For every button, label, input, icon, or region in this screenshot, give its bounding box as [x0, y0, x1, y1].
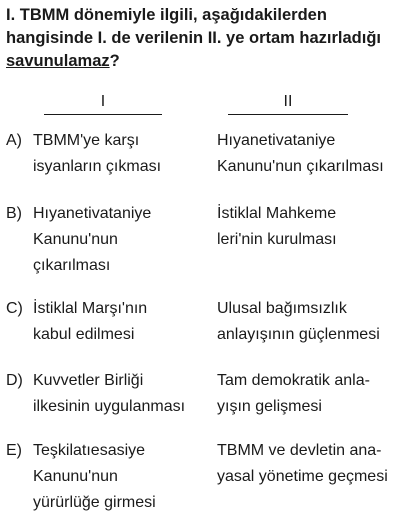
option-b-column-ii: [217, 201, 403, 253]
text-line: anlayışının güçlenmesi: [217, 326, 380, 343]
option-letter: E): [6, 442, 22, 459]
text-line: Ulusal bağımsızlık: [217, 300, 347, 317]
text-line: Kuvvetler Birliği: [33, 372, 144, 389]
option-d-column-i: [33, 368, 213, 420]
column-header-ii: II: [228, 92, 348, 115]
text-line: Kanunu'nun: [33, 468, 118, 485]
option-letter: D): [6, 372, 23, 389]
option-b-column-i: [33, 201, 213, 279]
text-line: Kanunu'nun çıkarılması: [217, 158, 384, 175]
text-line: kabul edilmesi: [33, 326, 135, 343]
text-line: Hıyanetivataniye: [33, 205, 152, 222]
option-e-column-ii: [217, 438, 403, 490]
text-line: Hıyanetivataniye: [217, 132, 336, 149]
option-a-column-ii: [217, 128, 403, 180]
option-e-column-i: [33, 438, 213, 516]
question-negation-word: savunulamaz: [6, 52, 110, 70]
option-letter: A): [6, 132, 22, 149]
text-line: TBMM ve devletin ana-: [217, 442, 382, 459]
text-line: İstiklal Marşı'nın: [33, 300, 148, 317]
text-line: TBMM'ye karşı: [33, 132, 140, 149]
option-letter: B): [6, 205, 22, 222]
option-c-column-ii: [217, 296, 403, 348]
text-line: yürürlüğe girmesi: [33, 494, 156, 511]
text-line: yışın gelişmesi: [217, 398, 322, 415]
question-stem: [6, 4, 404, 73]
text-line: ilkesinin uygulanması: [33, 398, 186, 415]
option-a-column-i: [33, 128, 213, 180]
question-mark: ?: [109, 52, 120, 70]
column-header-i: I: [44, 92, 162, 115]
text-line: Kanunu'nun: [33, 231, 118, 248]
text-line: Teşkilatıesasiye: [33, 442, 146, 459]
text-line: leri'nin kurulması: [217, 231, 337, 248]
text-line: Tam demokratik anla-: [217, 372, 370, 389]
question-text: I. TBMM dönemiyle ilgili, aşağıdakilerden hangisinde I. de verilenin II. ye ortam hazırladığı: [6, 6, 382, 47]
option-c-column-i: [33, 296, 213, 348]
option-letter: C): [6, 300, 23, 317]
text-line: çıkarılması: [33, 257, 111, 274]
text-line: yasal yönetime geçmesi: [217, 468, 388, 485]
option-d-column-ii: [217, 368, 403, 420]
text-line: isyanların çıkması: [33, 158, 162, 175]
text-line: İstiklal Mahkeme: [217, 205, 337, 222]
